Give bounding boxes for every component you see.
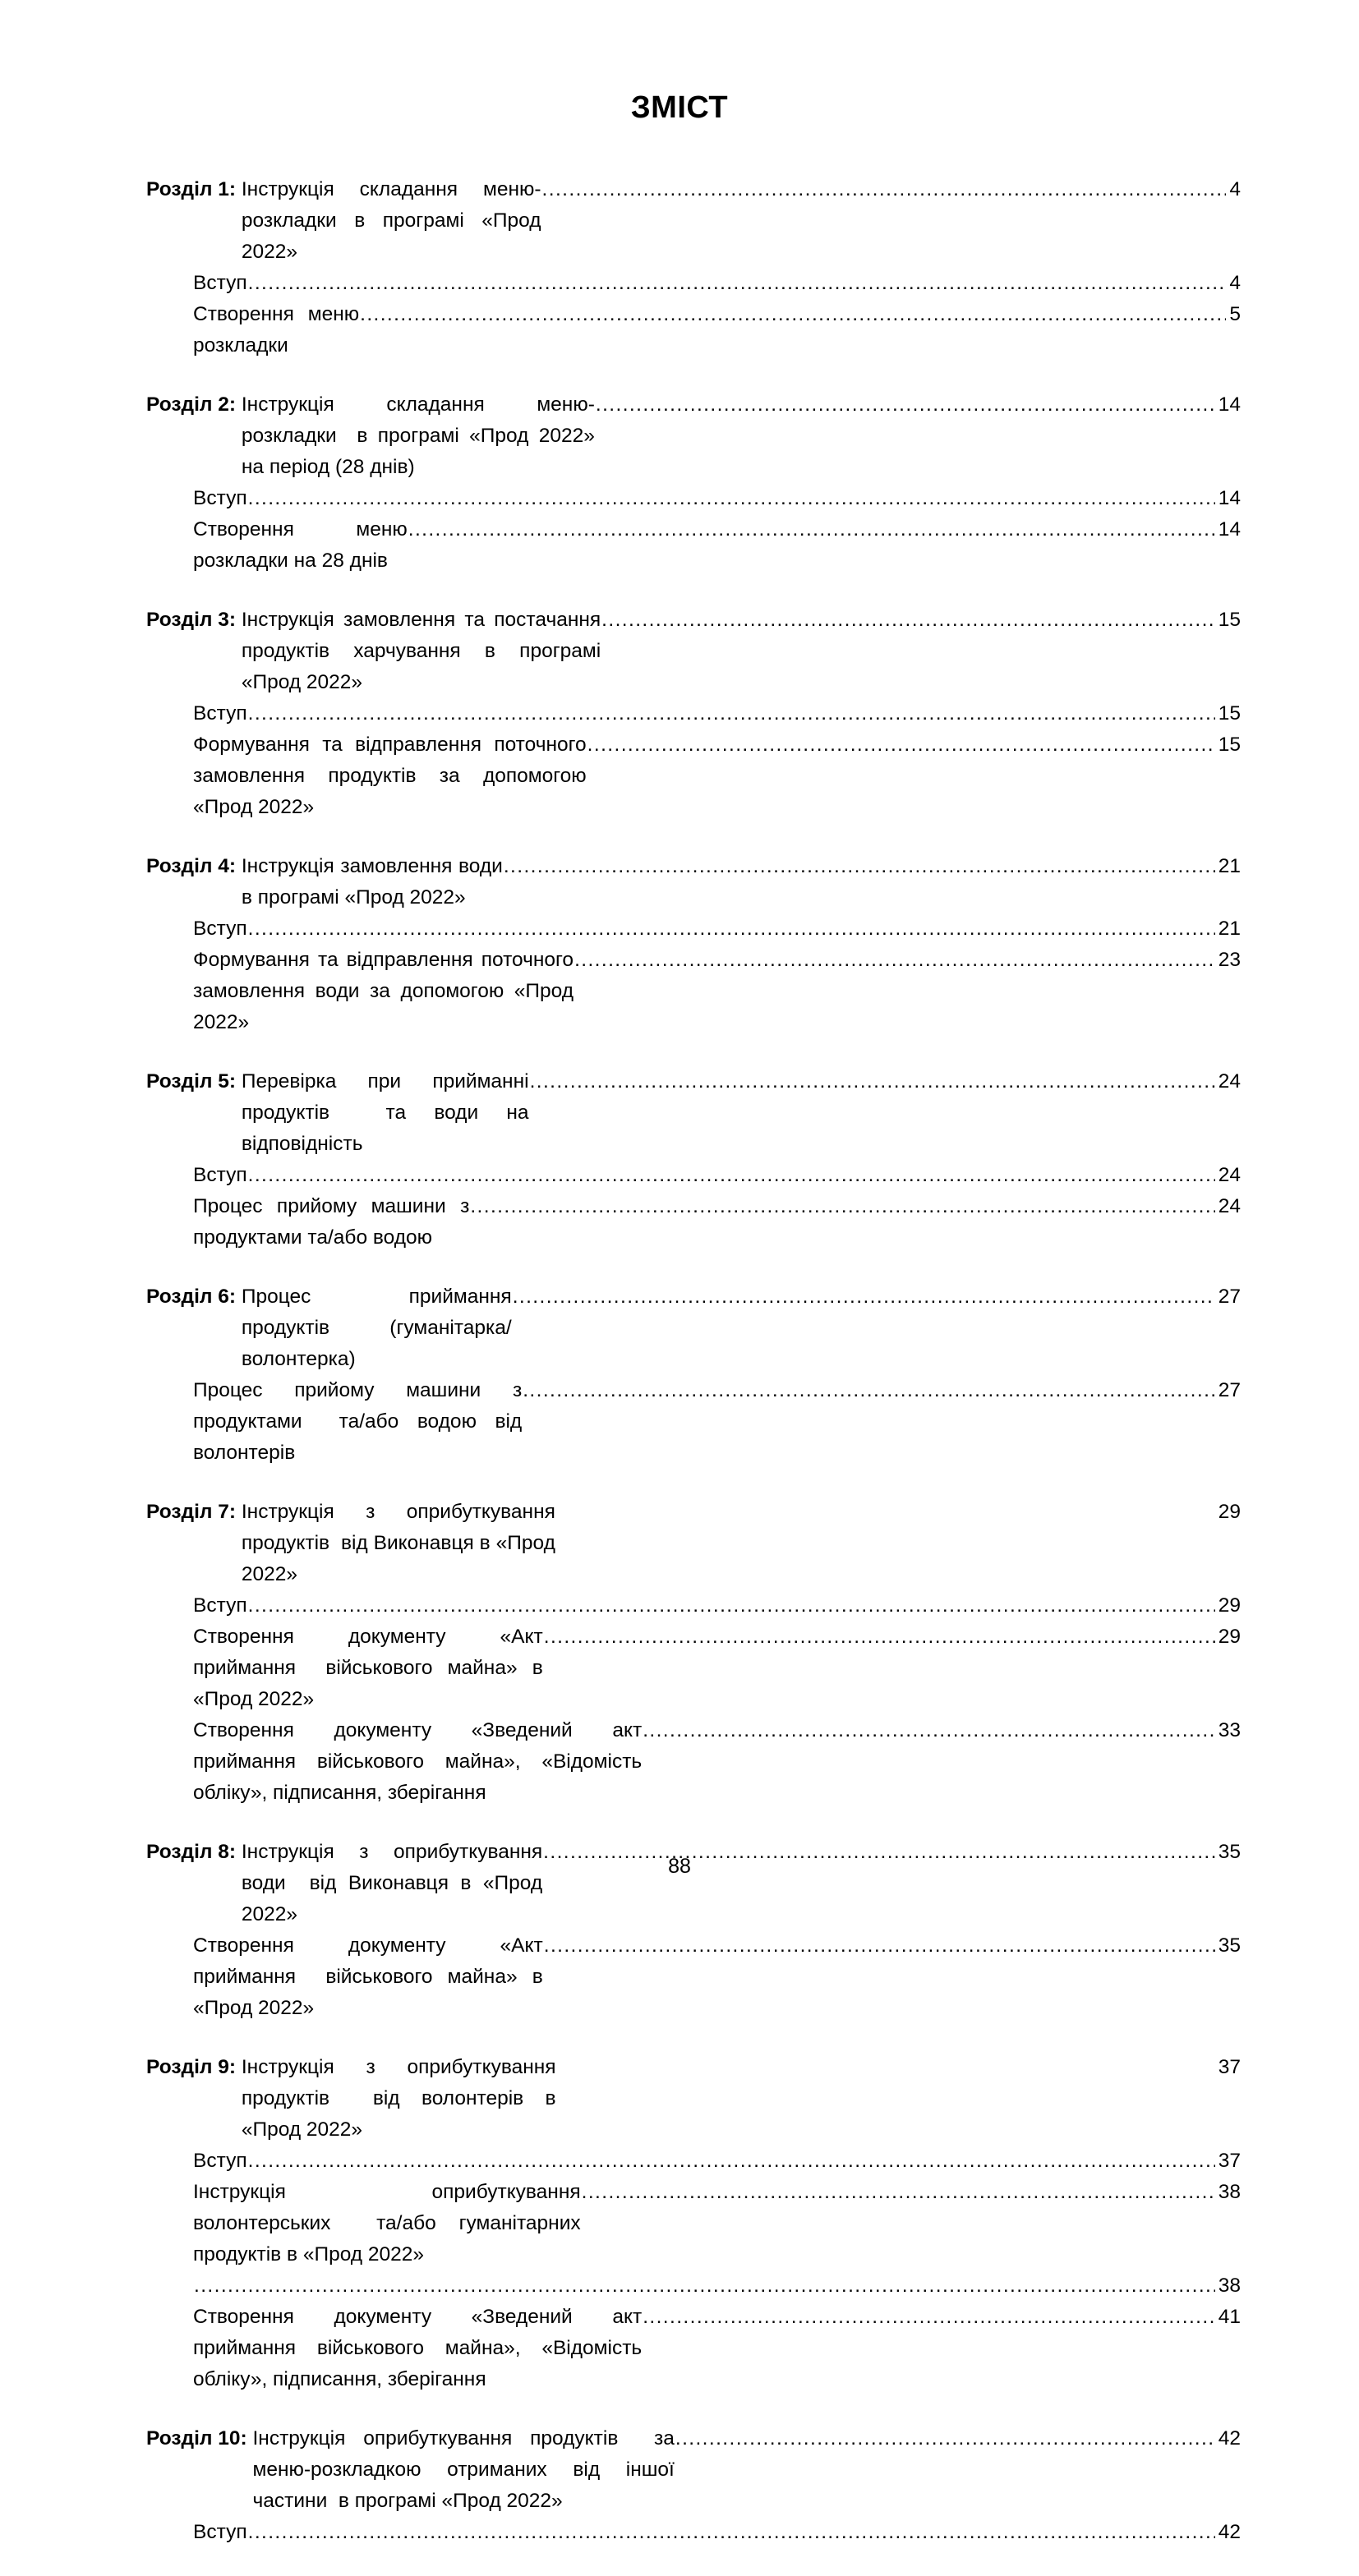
toc-page-number: 21	[1218, 855, 1241, 877]
dot-leader	[542, 174, 1227, 205]
toc-page-number: 4	[1229, 272, 1241, 294]
toc-heading-prefix: Розділ 10:	[146, 2427, 253, 2450]
toc-heading-entry[interactable]	[146, 174, 1241, 268]
toc-page-number: 15	[1218, 734, 1241, 756]
toc-entry-label: Вступ	[193, 2521, 247, 2543]
toc-entry[interactable]	[193, 1160, 1241, 1191]
dot-leader	[408, 514, 1215, 545]
toc-entry[interactable]	[193, 1622, 1241, 1715]
dot-leader	[248, 913, 1215, 945]
dot-leader	[248, 1590, 1215, 1622]
toc-entry-label: Вступ	[193, 272, 247, 294]
toc-entry[interactable]	[193, 2177, 1241, 2270]
dot-leader	[248, 268, 1227, 299]
toc-page-number: 27	[1218, 1379, 1241, 1401]
toc-section	[146, 1497, 1241, 1809]
toc-page-number: 35	[1218, 1934, 1241, 1957]
toc-page-number: 24	[1218, 1070, 1241, 1092]
toc-page-number: 29	[1218, 1626, 1241, 1648]
toc-section	[146, 605, 1241, 823]
toc-page-number: 38	[1218, 2275, 1241, 2297]
toc-page-number: 24	[1218, 1164, 1241, 1186]
toc-heading-label: Інструкція замовлення води в програмі «Прод 2022»	[241, 855, 509, 908]
toc-entry[interactable]	[193, 1715, 1241, 1809]
toc-entry-label: Створення меню розкладки на 28 днів	[193, 518, 413, 572]
toc-page-number: 23	[1218, 949, 1241, 971]
toc-entry-label: Створення меню розкладки	[193, 303, 365, 356]
toc-page-number: 37	[1218, 2056, 1241, 2078]
toc-entry-label: Створення документу «Акт приймання військового майна» в «Прод 2022»	[193, 1626, 549, 1710]
dot-leader	[643, 1715, 1215, 1746]
dot-leader	[360, 299, 1226, 330]
dot-leader	[544, 1622, 1215, 1653]
toc-entry-label: Вступ	[193, 702, 247, 724]
toc-page-number: 21	[1218, 918, 1241, 940]
toc-entry-label: Вступ	[193, 2150, 247, 2172]
toc-page-number: 15	[1218, 609, 1241, 631]
toc-page-number: 29	[1218, 1594, 1241, 1617]
table-of-contents	[146, 174, 1241, 2576]
dot-leader	[248, 2146, 1215, 2177]
toc-page-number: 24	[1218, 1195, 1241, 1217]
toc-entry-label: Створення документу «Акт приймання військового майна» в «Прод 2022»	[193, 1934, 549, 2019]
toc-page-number: 42	[1218, 2521, 1241, 2543]
toc-page-number: 37	[1218, 2150, 1241, 2172]
toc-section	[146, 2423, 1241, 2548]
toc-entry[interactable]	[193, 2146, 1241, 2177]
toc-page-number: 15	[1218, 702, 1241, 724]
toc-section	[146, 389, 1241, 577]
toc-entry-label: Процес прийому машини з продуктами та/або водою від волонтерів	[193, 1379, 528, 1464]
toc-section	[146, 851, 1241, 1038]
toc-heading-prefix: Розділ 7:	[146, 1501, 242, 1523]
toc-page-number: 5	[1229, 303, 1241, 325]
toc-heading-prefix: Розділ 6:	[146, 1286, 242, 1308]
toc-entry-label: Вступ	[193, 487, 247, 509]
toc-heading-prefix: Розділ 5:	[146, 1070, 242, 1092]
toc-heading-prefix: Розділ 4:	[146, 855, 242, 877]
toc-heading-prefix: Розділ 8:	[146, 1841, 242, 1863]
dot-leader	[587, 729, 1215, 761]
toc-page-number: 29	[1218, 1501, 1241, 1523]
toc-heading-label: Перевірка при прийманні продуктів та води на відповідність	[241, 1070, 535, 1155]
toc-entry[interactable]	[193, 483, 1241, 514]
toc-section	[146, 174, 1241, 361]
toc-heading-entry[interactable]	[146, 1281, 1241, 1375]
toc-heading-prefix: Розділ 9:	[146, 2056, 242, 2078]
toc-entry[interactable]	[193, 2270, 1241, 2302]
toc-heading-entry[interactable]	[146, 2052, 1241, 2146]
toc-entry[interactable]	[193, 1191, 1241, 1254]
toc-heading-label: Інструкція з оприбуткування води від Виконавця в «Прод 2022»	[241, 1841, 548, 1925]
toc-heading-entry[interactable]	[146, 389, 1241, 483]
toc-page-number: 4	[1229, 178, 1241, 200]
dot-leader	[248, 698, 1215, 729]
toc-heading-label: Інструкція складання меню-розкладки в програмі «Прод 2022» на період (28 днів)	[241, 393, 601, 478]
toc-page-number: 14	[1218, 487, 1241, 509]
toc-entry-label: Вступ	[193, 918, 247, 940]
toc-heading-label: Інструкція оприбуткування продуктів за меню-розкладкою отриманих від іншої частини в програмі «Прод 2022»	[252, 2427, 680, 2512]
toc-page-number: 38	[1218, 2181, 1241, 2203]
dot-leader	[530, 1066, 1215, 1097]
dot-leader	[574, 945, 1215, 976]
toc-entry[interactable]	[193, 268, 1241, 299]
toc-entry-label: Формування та відправлення поточного замовлення продуктів за допомогою «Прод 2022»	[193, 734, 592, 818]
toc-entry-label: Інструкція оприбуткування волонтерських та/або гуманітарних продуктів в «Прод 2022»	[193, 2181, 587, 2266]
toc-heading-prefix: Розділ 1:	[146, 178, 242, 200]
toc-entry-label: Формування та відправлення поточного замовлення води за допомогою «Прод 2022»	[193, 949, 579, 1033]
toc-page-number: 14	[1218, 393, 1241, 416]
toc-page-number: 33	[1218, 1719, 1241, 1741]
toc-heading-entry[interactable]	[146, 851, 1241, 913]
dot-leader	[582, 2177, 1215, 2208]
toc-heading-entry[interactable]	[146, 2423, 1241, 2517]
dot-leader	[675, 2423, 1215, 2454]
page-title: ЗМІСТ	[630, 90, 729, 125]
toc-entry[interactable]	[193, 299, 1241, 361]
toc-entry[interactable]	[193, 1590, 1241, 1622]
toc-page-number: 27	[1218, 1286, 1241, 1308]
dot-leader	[504, 851, 1215, 882]
toc-heading-entry[interactable]	[146, 605, 1241, 698]
toc-entry[interactable]	[193, 945, 1241, 1038]
dot-leader	[470, 1191, 1214, 1222]
dot-leader	[544, 1930, 1215, 1962]
dot-leader	[523, 1375, 1215, 1406]
toc-entry-label: Процес прийому машини з продуктами та/або водою	[193, 1195, 476, 1249]
toc-page-number: 14	[1218, 518, 1241, 540]
footer-page-number: 88	[668, 1855, 691, 1878]
dot-leader	[194, 2270, 1215, 2302]
toc-heading-label: Інструкція складання меню-розкладки в програмі «Прод 2022»	[241, 178, 547, 263]
toc-heading-prefix: Розділ 2:	[146, 393, 242, 416]
toc-entry-label: Створення документу «Зведений акт приймання військового майна», «Відомість обліку», підписання, зберігання	[193, 2306, 647, 2390]
toc-entry[interactable]	[193, 729, 1241, 823]
dot-leader	[601, 605, 1215, 636]
toc-heading-entry[interactable]	[146, 1837, 1241, 1930]
toc-page-number: 41	[1218, 2306, 1241, 2328]
toc-entry-label: Вступ	[193, 1594, 247, 1617]
toc-entry[interactable]	[193, 1375, 1241, 1469]
toc-page-number: 42	[1218, 2427, 1241, 2450]
toc-entry[interactable]	[193, 2517, 1241, 2548]
toc-heading-entry[interactable]	[146, 1066, 1241, 1160]
dot-leader	[513, 1281, 1215, 1313]
toc-heading-label: Інструкція з оприбуткування продуктів від волонтерів в «Прод 2022»	[241, 2056, 562, 2141]
toc-heading-prefix: Розділ 3:	[146, 609, 242, 631]
toc-entry[interactable]	[193, 698, 1241, 729]
dot-leader	[248, 1160, 1215, 1191]
toc-entry[interactable]	[193, 514, 1241, 577]
toc-heading-entry[interactable]	[146, 1497, 1241, 1590]
dot-leader	[248, 483, 1215, 514]
toc-heading-label: Інструкція замовлення та постачання продуктів харчування в програмі «Прод 2022»	[241, 609, 612, 693]
toc-entry[interactable]	[193, 2302, 1241, 2395]
toc-entry-label: Вступ	[193, 1164, 247, 1186]
toc-heading-label: Процес приймання продуктів (гуманітарка/волонтерка)	[241, 1286, 518, 1370]
toc-section	[146, 1066, 1241, 1254]
dot-leader	[596, 389, 1215, 421]
toc-entry[interactable]	[193, 1930, 1241, 2024]
toc-section	[146, 1281, 1241, 1469]
dot-leader	[643, 2302, 1215, 2333]
dot-leader	[248, 2517, 1215, 2548]
toc-page-number: 35	[1218, 1841, 1241, 1863]
toc-heading-label: Інструкція з оприбуткування продуктів від Виконавця в «Прод 2022»	[241, 1501, 561, 1585]
toc-entry-label: Створення документу «Зведений акт приймання військового майна», «Відомість обліку», підписання, зберігання	[193, 1719, 647, 1804]
toc-entry[interactable]	[193, 913, 1241, 945]
toc-section	[146, 2052, 1241, 2395]
